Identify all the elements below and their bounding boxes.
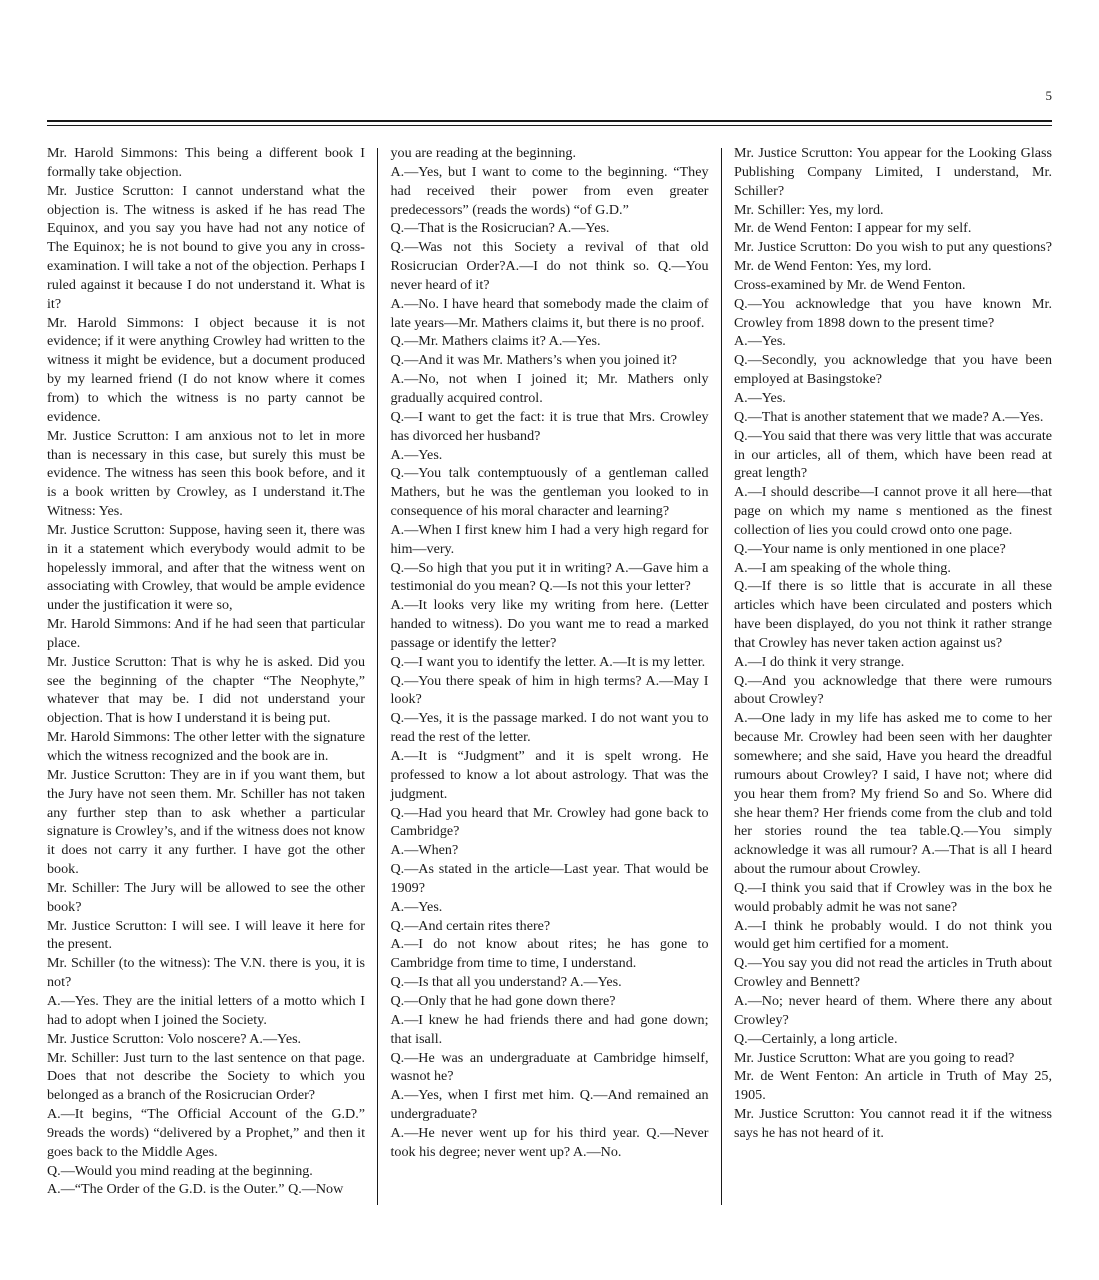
paragraph: Q.—I think you said that if Crowley was in the box he would probably admit he was not sane?: [734, 879, 1052, 915]
paragraph: A.—Yes.: [390, 898, 443, 915]
paragraph: you are reading at the beginning.: [390, 145, 577, 161]
paragraph: A.—It looks very like my writing from here. (Letter handed to witness). Do you want me to read a marked passage or identify the letter?: [390, 597, 709, 651]
paragraph: Q.—And it was Mr. Mathers’s when you joined it?: [390, 352, 678, 369]
paragraph: Q.—Is that all you understand? A.—Yes.: [390, 974, 622, 991]
paragraph: A.—I am speaking of the whole thing.: [734, 559, 951, 576]
paragraph: Q.—Would you mind reading at the beginning.: [47, 1162, 313, 1179]
paragraph: Q.—You there speak of him in high terms? A.—May I look?: [390, 672, 709, 708]
paragraph: A.—I do think it very strange.: [734, 653, 905, 670]
paragraph: Q.—That is the Rosicrucian? A.—Yes.: [390, 220, 610, 237]
paragraph: Mr. Harold Simmons: This being a different book I formally take objection.: [47, 145, 365, 180]
paragraph: A.—When?: [390, 842, 459, 859]
paragraph: A.—Yes.: [390, 446, 443, 463]
paragraph: Mr. de Went Fenton: An article in Truth of May 25, 1905.: [734, 1068, 1052, 1104]
header-rule-thick: [47, 120, 1052, 122]
paragraph: A.—He never went up for his third year. Q.—Never took his degree; never went up? A.—No.: [390, 1124, 709, 1160]
paragraph: Mr. Schiller: The Jury will be allowed to see the other book?: [47, 879, 365, 915]
paragraph: Mr. de Wend Fenton: I appear for my self.: [734, 220, 972, 237]
paragraph: A.—Yes.: [734, 389, 786, 406]
text-columns: [47, 144, 1052, 1199]
paragraph: Q.—You talk contemptuously of a gentleman called Mathers, but he was the gentleman you looked to in consequence of his moral character and learning?: [390, 465, 709, 520]
paragraph: Mr. Justice Scrutton: You cannot read it if the witness says he has not heard of it.: [734, 1106, 1052, 1141]
paragraph: Q.—And certain rites there?: [390, 917, 551, 934]
paragraph: A.—No. I have heard that somebody made the claim of late years—Mr. Mathers claims it, but there is no proof.: [390, 295, 709, 331]
paragraph: A.—Yes, when I first met him. Q.—And remained an undergraduate?: [390, 1087, 709, 1123]
paragraph: Mr. Justice Scrutton: What are you going to read?: [734, 1049, 1015, 1066]
paragraph: Mr. Justice Scrutton: That is why he is asked. Did you see the beginning of the chapter “The Neophyte,” whatever that may be. I did not understand your objection. That is how I understand it is being put.: [47, 653, 365, 727]
paragraph: Mr. Harold Simmons: And if he had seen that particular place.: [47, 616, 365, 651]
paragraph: Q.—That is another statement that we made? A.—Yes.: [734, 408, 1044, 425]
column-2: [391, 144, 709, 1199]
paragraph: Mr. Schiller: Yes, my lord.: [734, 201, 884, 218]
paragraph: A.—It is “Judgment” and it is spelt wrong. He professed to know a lot about astrology. That was the judgment.: [390, 748, 709, 802]
paragraph: Mr. Schiller: Just turn to the last sentence on that page. Does that not describe the Society to which you belonged as a branch of the Rosicrucian Order?: [47, 1049, 365, 1104]
paragraph: Mr. Justice Scrutton: Do you wish to put any questions? Mr. de Wend Fenton: Yes, my lord.: [734, 239, 1052, 275]
paragraph: Q.—Was not this Society a revival of that old Rosicrucian Order?A.—I do not think so. Q.—You never heard of it?: [390, 239, 709, 293]
paragraph: Mr. Justice Scrutton: You appear for the Looking Glass Publishing Company Limited, I understand, Mr. Schiller?: [734, 145, 1052, 199]
paragraph: Q.—And you acknowledge that there were rumours about Crowley?: [734, 672, 1052, 708]
paragraph: Mr. Justice Scrutton: I am anxious not to let in more than is necessary in this case, but surely this must be evidence. The witness has seen this book before, and it is a book written by Crowley, as I understand it.The Witness: Yes.: [47, 427, 365, 520]
paragraph: A.—Yes. They are the initial letters of a motto which I had to adopt when I joined the Society.: [47, 992, 365, 1028]
paragraph: Mr. Harold Simmons: I object because it is not evidence; if it were anything Crowley had written to the witness it might be evidence, but a document produced by my learned friend (I do not know where it comes from) to which the witness is no party cannot be evidence.: [47, 314, 365, 425]
paragraph: Mr. Justice Scrutton: I will see. I will leave it here for the present.: [47, 917, 365, 953]
paragraph: A.—No, not when I joined it; Mr. Mathers only gradually acquired control.: [390, 371, 709, 406]
paragraph: Q.—I want to get the fact: it is true that Mrs. Crowley has divorced her husband?: [390, 408, 709, 444]
paragraph: Q.—Secondly, you acknowledge that you have been employed at Basingstoke?: [734, 352, 1052, 388]
paragraph: A.—I do not know about rites; he has gone to Cambridge from time to time, I understand.: [390, 936, 709, 972]
paragraph: Cross-examined by Mr. de Wend Fenton.: [734, 276, 966, 293]
paragraph: Mr. Harold Simmons: The other letter with the signature which the witness recognized and the book are in.: [47, 729, 365, 764]
column-3: [734, 144, 1052, 1199]
paragraph: A.—“The Order of the G.D. is the Outer.” Q.—Now: [47, 1181, 344, 1198]
paragraph: Q.—Had you heard that Mr. Crowley had gone back to Cambridge?: [390, 804, 709, 840]
paragraph: A.—When I first knew him I had a very high regard for him—very.: [390, 521, 709, 557]
paragraph: Q.—He was an undergraduate at Cambridge himself, wasnot he?: [390, 1049, 709, 1085]
paragraph: Q.—You said that there was very little that was accurate in our articles, all of them, which have been read at great length?: [734, 427, 1052, 482]
column-1: [47, 144, 365, 1199]
paragraph: Mr. Justice Scrutton: Volo noscere? A.—Yes.: [47, 1030, 302, 1047]
page-number: 5: [1045, 88, 1052, 103]
paragraph: Q.—Your name is only mentioned in one place?: [734, 540, 1006, 557]
paragraph: Q.—You acknowledge that you have known Mr. Crowley from 1898 down to the present time?: [734, 295, 1052, 331]
paragraph: A.—Yes, but I want to come to the beginning. “They had received their power from even greater predecessors” (reads the words) “of G.D.”: [390, 163, 709, 218]
paragraph: Q.—Only that he had gone down there?: [390, 992, 616, 1009]
paragraph: Mr. Schiller (to the witness): The V.N. there is you, it is not?: [47, 955, 365, 991]
paragraph: A.—I should describe—I cannot prove it all here—that page on which my name s mentioned as the finest collection of lies you could crowd onto one page.: [734, 484, 1052, 538]
paragraph: Mr. Justice Scrutton: Suppose, having seen it, there was in it a statement which everybody would admit to be hopelessly immoral, and after that the witness went on associating with Crowley, that would be ample evidence under the justification it were so,: [47, 521, 365, 614]
paragraph: A.—Yes.: [734, 333, 786, 350]
column-divider: [377, 148, 378, 1205]
paragraph: Mr. Justice Scrutton: I cannot understand what the objection is. The witness is asked if he has read The Equinox, and you say you have had not any notice of The Equinox; he is not bound to give you any in cross-examination. I will take a not of the objection. Perhaps I ruled against it because I do not understand it. What is it?: [47, 182, 365, 312]
paragraph: A.—No; never heard of them. Where there any about Crowley?: [734, 992, 1052, 1028]
paragraph: Q.—Mr. Mathers claims it? A.—Yes.: [390, 333, 601, 350]
paragraph: A.—I think he probably would. I do not think you would get him certified for a moment.: [734, 917, 1052, 953]
paragraph: Q.—As stated in the article—Last year. That would be 1909?: [390, 861, 709, 896]
paragraph: Q.—I want you to identify the letter. A.—It is my letter.: [390, 653, 706, 670]
paragraph: A.—It begins, “The Official Account of the G.D.” 9reads the words) “delivered by a Prophet,” and then it goes back to the Middle Ages.: [47, 1106, 365, 1160]
paragraph: Mr. Justice Scrutton: They are in if you want them, but the Jury have not seen them. Mr. Schiller has not taken any further step than to ask whether a particular signature is Crowley’s, and if the witness does not know it does not carry it any further. I have got the other book.: [47, 766, 365, 878]
paragraph: Q.—If there is so little that is accurate in all these articles which have been circulated and posters which have been displayed, do you not think it rather strange that Crowley has never taken action against us?: [734, 578, 1052, 651]
paragraph: Q.—So high that you put it in writing? A.—Gave him a testimonial do you mean? Q.—Is not this your letter?: [390, 559, 709, 595]
paragraph: A.—I knew he had friends there and had gone down; that isall.: [390, 1011, 709, 1047]
column-divider: [721, 148, 722, 1205]
paragraph: A.—One lady in my life has asked me to come to her because Mr. Crowley had been seen with her daughter somewhere; and she said, Have you heard the dreadful rumours about Crowley? I said, I have not; where did you hear them from? My friend So and So. Where did she hear them? Her friends come from the club and told her stories round the tea table.Q.—You simply acknowledge it was all rumour? A.—That is all I heard about the rumour about Crowley.: [734, 710, 1052, 878]
paragraph: Q.—Yes, it is the passage marked. I do not want you to read the rest of the letter.: [390, 710, 709, 746]
paragraph: Q.—Certainly, a long article.: [734, 1030, 898, 1047]
header-rule-thin: [47, 125, 1052, 126]
paragraph: Q.—You say you did not read the articles in Truth about Crowley and Bennett?: [734, 955, 1052, 991]
